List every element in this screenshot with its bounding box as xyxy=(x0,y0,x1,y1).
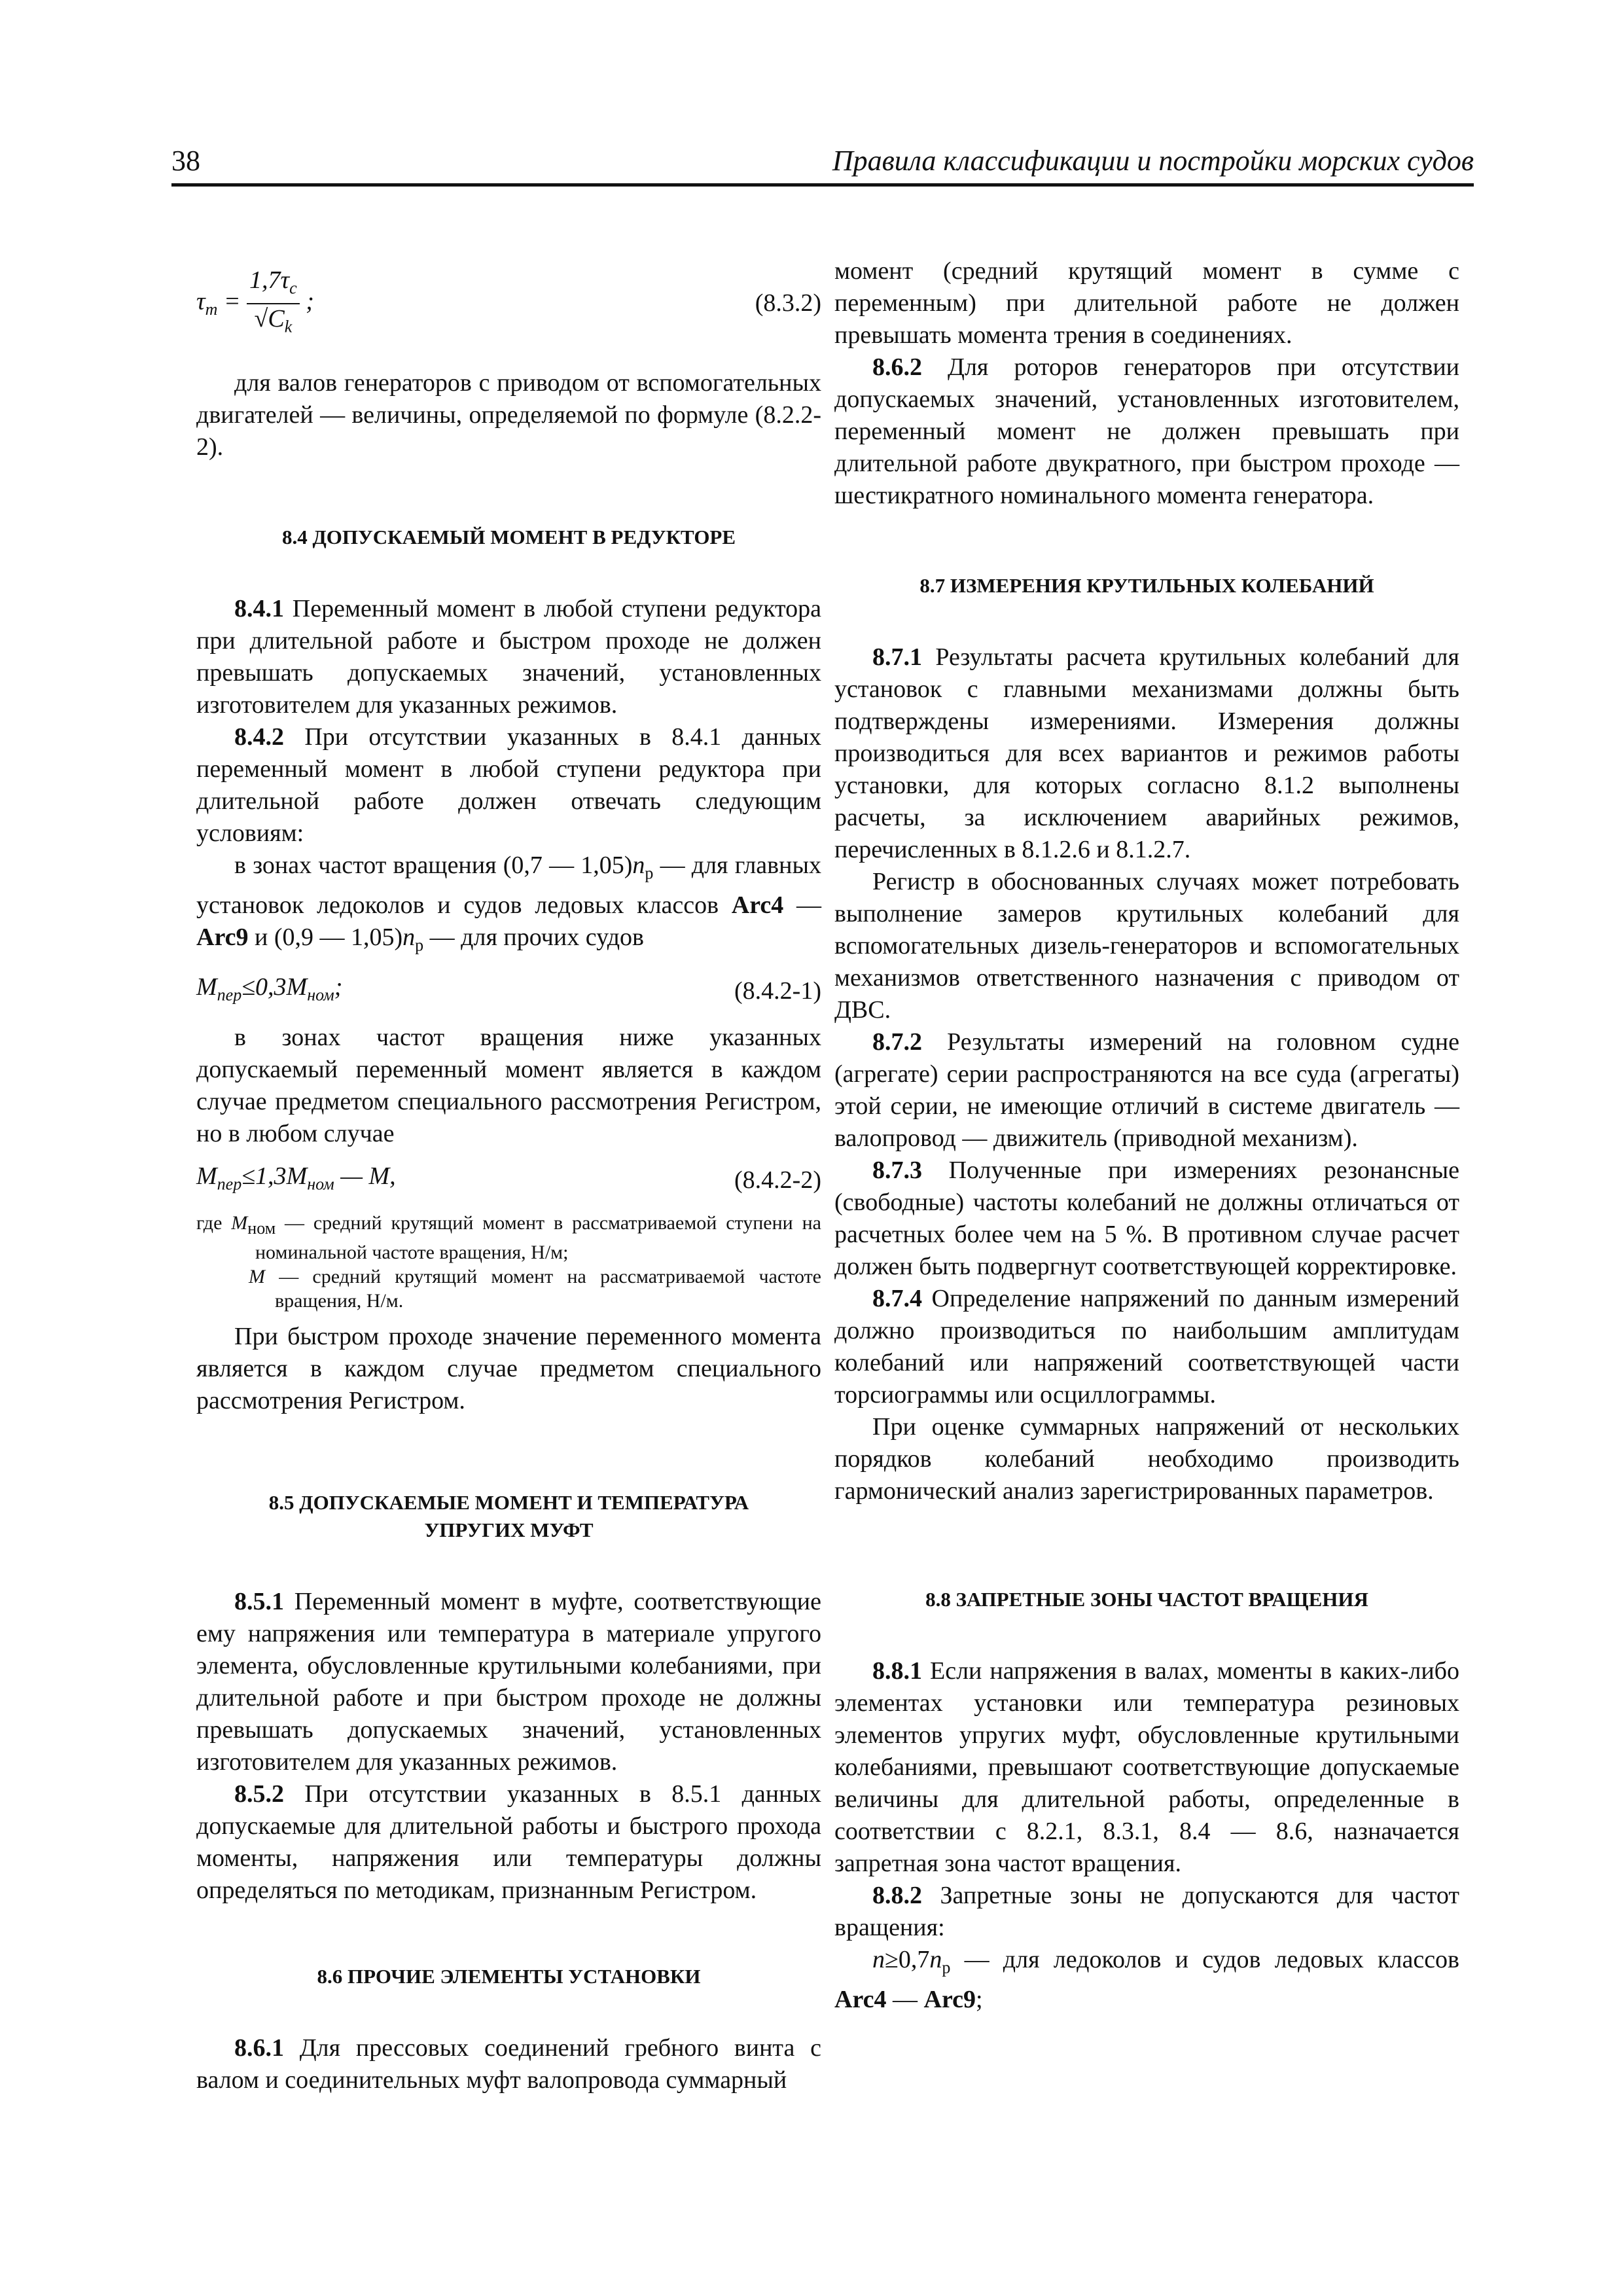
page-header xyxy=(171,144,1474,187)
paragraph-8-7-2: 8.7.2 Результаты измерений на головном судне (агрегате) серии распространяются на все суда (агрегаты) этой серии, не имеющие отличий в системе двигатель — валопровод — движитель (приводной механизм). xyxy=(834,1028,1459,1152)
paragraph-8-7-1: 8.7.1 Результаты расчета крутильных колебаний для установок с главными механизмами должны быть подтверждены измерениями. Измерения должны производиться для всех вариантов и режимов работы установки, для которых согласно 8.1.2 выполнены расчеты, за исключением аварийных режимов, перечисленных в 8.1.2.6 и 8.1.2.7. xyxy=(834,643,1459,863)
paragraph-8-8-2: 8.8.2 Запретные зоны не допускаются для частот вращения: xyxy=(834,1882,1459,1941)
formula-expression: $M_{пер}\le 1,3M_{ном}$ — M, xyxy=(196,1162,396,1194)
section-heading-8-4: 8.4 ДОПУСКАЕМЫЙ МОМЕНТ В РЕДУКТОРЕ xyxy=(281,526,736,549)
paragraph-fast-pass: При быстром проходе значение переменного момента является в каждом случае предметом специального рассмотрения Регистром. xyxy=(196,1322,821,1414)
paragraph-8-5-2: 8.5.2 При отсутствии указанных в 8.5.1 данных допускаемые для длительной работы и быстрого прохода моменты, напряжения или температуры должны определяться по методикам, признанным Регистром. xyxy=(196,1780,821,1904)
paragraph-generators: для валов генераторов с приводом от вспомогательных двигателей — величины, определяемой по формуле (8.2.2-2). xyxy=(196,369,821,461)
formula-expression: $\tau_т$ = $\frac{1,7\tau_с}{√C_k}$ ; xyxy=(196,266,314,341)
section-heading-8-6: 8.6 ПРОЧИЕ ЭЛЕМЕНТЫ УСТАНОВКИ xyxy=(317,1964,701,1988)
section-heading-8-8: 8.8 ЗАПРЕТНЫЕ ЗОНЫ ЧАСТОТ ВРАЩЕНИЯ xyxy=(925,1588,1368,1611)
formula-notes xyxy=(196,1211,821,1313)
equation-number: (8.4.2-2) xyxy=(734,1166,821,1194)
paragraph-below-zones: в зонах частот вращения ниже указанных допускаемый переменный момент является в каждом случае предметом специального рассмотрения Регистром, но в любом случае xyxy=(196,1023,821,1147)
note-m-nom: где $M_{ном}$ — средний крутящий момент в рассматриваемой ступени на номинальной частоте вращения, Н/м; xyxy=(196,1211,821,1263)
section-heading-8-5: 8.5 ДОПУСКАЕМЫЕ МОМЕНТ И ТЕМПЕРАТУРА УПРУГИХ МУФТ xyxy=(268,1490,749,1541)
running-title: Правила классификации и постройки морских судов xyxy=(832,145,1474,177)
note-m: M — средний крутящий момент на рассматриваемой частоте вращения, Н/м. xyxy=(249,1265,821,1312)
page-number: 38 xyxy=(171,145,200,177)
formula-8-4-2-2 xyxy=(196,1160,821,1200)
paragraph-continuation: момент (средний крутящий момент в сумме с переменным) при длительной работе не должен превышать момента трения в соединениях. xyxy=(834,257,1459,349)
paragraph-8-6-2: 8.6.2 Для роторов генераторов при отсутствии допускаемых значений, установленных изготовителем, переменный момент не должен превышать при длительной работе двукратного, при быстром проходе — шестикратного номинального момента генератора. xyxy=(834,353,1459,509)
formula-8-3-2 xyxy=(196,266,821,341)
paragraph-8-6-1: 8.6.1 Для прессовых соединений гребного винта с валом и соединительных муфт валопровода суммарный xyxy=(196,2034,821,2094)
fraction: $\frac{1,7\tau_с}{√C_k}$ xyxy=(247,266,300,341)
equation-number: (8.4.2-1) xyxy=(734,977,821,1005)
paragraph-zones: в зонах частот вращения (0,7 — $1,05)n_р$ — для главных установок ледоколов и судов ледовых классов Arc4 — Arc9 и (0,9 — $1,05)n_р$ — для прочих судов xyxy=(196,852,821,955)
paragraph-8-4-1: 8.4.1 Переменный момент в любой ступени редуктора при длительной работе и быстром проходе не должен превышать допускаемых значений, установленных изготовителем для указанных режимов. xyxy=(196,595,821,719)
right-column xyxy=(834,255,1459,2016)
paragraph-harmonic: При оценке суммарных напряжений от нескольких порядков колебаний необходимо производить гармонический анализ зарегистрированных параметров. xyxy=(834,1413,1459,1505)
paragraph-8-7-4: 8.7.4 Определение напряжений по данным измерений должно производиться по наибольшим амплитудам колебаний или напряжений соответствующей части торсиограммы или осциллограммы. xyxy=(834,1285,1459,1408)
paragraph-8-7-3: 8.7.3 Полученные при измерениях резонансные (свободные) частоты колебаний не должны отличаться от расчетных более чем на 5 %. В противном случае расчет должен быть подвергнут соответствующей корректировке. xyxy=(834,1157,1459,1280)
formula-8-4-2-1 xyxy=(196,971,821,1011)
section-heading-8-7: 8.7 ИЗМЕРЕНИЯ КРУТИЛЬНЫХ КОЛЕБАНИЙ xyxy=(919,574,1374,597)
equation-number: (8.3.2) xyxy=(755,289,821,317)
paragraph-register: Регистр в обоснованных случаях может потребовать выполнение замеров крутильных колебаний для вспомогательных дизель-генераторов и вспомогательных механизмов ответственного назначения с приводом от ДВС. xyxy=(834,868,1459,1024)
paragraph-8-4-2: 8.4.2 При отсутствии указанных в 8.4.1 данных переменный момент в любой ступени редуктора при длительной работе должен отвечать следующим условиям: xyxy=(196,723,821,848)
formula-expression: $M_{пер}\le 0,3M_{ном}$; xyxy=(196,973,343,1005)
paragraph-icebreakers: $n\ge 0,7n_р$ — для ледоколов и судов ледовых классов Arc4 — Arc9; xyxy=(834,1946,1459,2013)
left-column xyxy=(196,255,821,2096)
paragraph-8-5-1: 8.5.1 Переменный момент в муфте, соответствующие ему напряжения или температура в материале упругого элемента, обусловленные крутильными колебаниями, при длительной работе и при быстром проходе не должны превышать допускаемых значений, установленных изготовителем для указанных режимов. xyxy=(196,1587,821,1776)
paragraph-8-8-1: 8.8.1 Если напряжения в валах, моменты в каких-либо элементах установки или температура резиновых элементов упругих муфт, обусловленные крутильными колебаниями, превышают соответствующие допускаемые величины для длительной работы, определенные в соответствии с 8.2.1, 8.3.1, 8.4 — 8.6, назначается запретная зона частот вращения. xyxy=(834,1657,1459,1877)
